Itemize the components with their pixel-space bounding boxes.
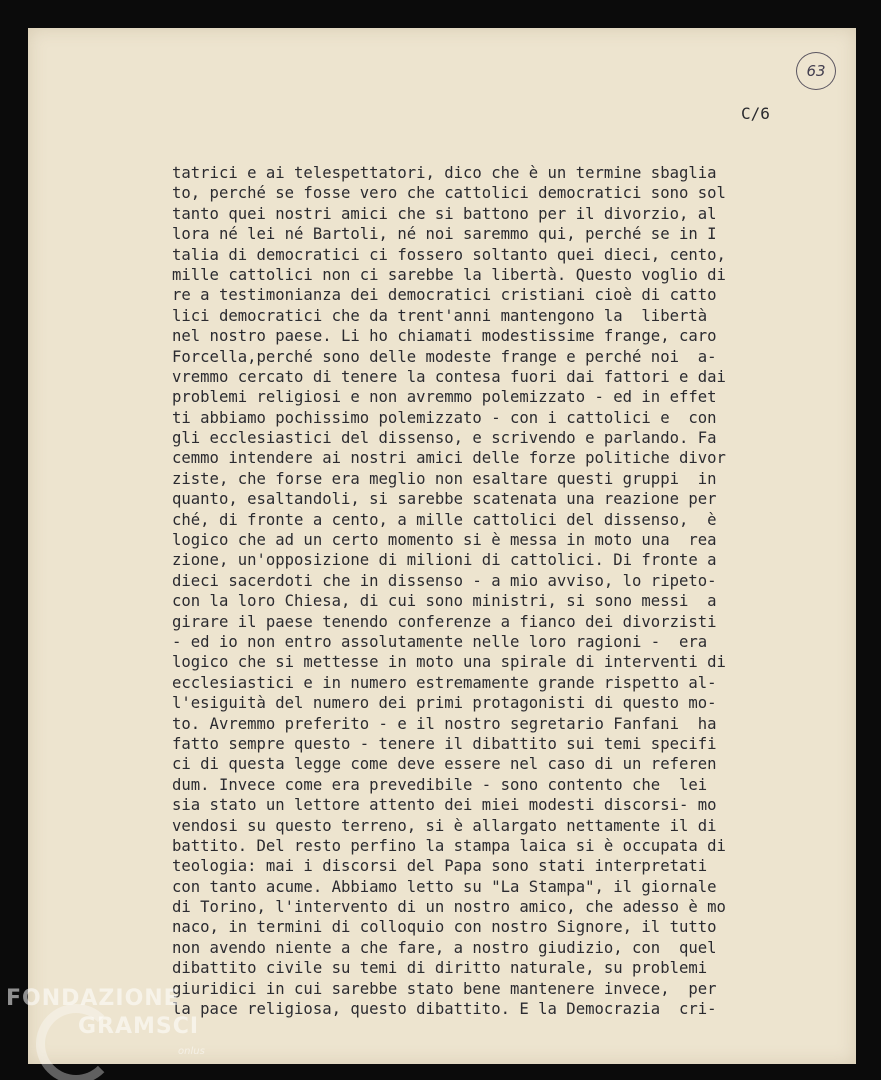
text-line: ci di questa legge come deve essere nel caso di un referen <box>172 755 717 774</box>
page-code: C/6 <box>741 104 770 123</box>
text-line: ti abbiamo pochissimo polemizzato - con i cattolici e con <box>172 408 717 427</box>
text-line: gli ecclesiastici del dissenso, e scrivendo e parlando. Fa <box>172 429 717 448</box>
text-line: problemi religiosi e non avremmo polemizzato - ed in effet <box>172 388 717 407</box>
text-line: nel nostro paese. Li ho chiamati modestissime frange, caro <box>172 327 717 346</box>
text-line: logico che si mettesse in moto una spirale di interventi di <box>172 653 726 672</box>
text-line: vendosi su questo terreno, si è allargato nettamente il di <box>172 816 717 835</box>
text-line: to. Avremmo preferito - e il nostro segretario Fanfani ha <box>172 714 717 733</box>
text-line: tanto quei nostri amici che si battono per il divorzio, al <box>172 204 717 223</box>
text-line: ziste, che forse era meglio non esaltare questi gruppi in <box>172 469 717 488</box>
text-line: vremmo cercato di tenere la contesa fuori dai fattori e dai <box>172 367 726 386</box>
text-line: ecclesiastici e in numero estremamente grande rispetto al- <box>172 673 717 692</box>
text-line: naco, in termini di colloquio con nostro Signore, il tutto <box>172 918 717 937</box>
text-line: dieci sacerdoti che in dissenso - a mio avviso, lo ripeto- <box>172 571 717 590</box>
text-line: re a testimonianza dei democratici cristiani cioè di catto <box>172 286 717 305</box>
text-line: talia di democratici ci fossero soltanto quei dieci, cento, <box>172 245 726 264</box>
text-line: con la loro Chiesa, di cui sono ministri, si sono messi a <box>172 592 717 611</box>
text-line: battito. Del resto perfino la stampa laica si è occupata di <box>172 836 726 855</box>
page-number-stamp: 63 <box>796 52 836 90</box>
text-line: ché, di fronte a cento, a mille cattolici del dissenso, è <box>172 510 717 529</box>
typed-body-text <box>172 163 782 1019</box>
text-line: tatrici e ai telespettatori, dico che è un termine sbaglia <box>172 164 717 182</box>
text-line: Forcella,perché sono delle modeste frange e perché noi a- <box>172 347 717 366</box>
text-line: dibattito civile su temi di diritto naturale, su problemi <box>172 959 708 978</box>
text-line: la pace religiosa, questo dibattito. E la Democrazia cri- <box>172 1000 717 1019</box>
text-line: - ed io non entro assolutamente nelle loro ragioni - era <box>172 632 708 651</box>
text-line: cemmo intendere ai nostri amici delle forze politiche divor <box>172 449 726 468</box>
text-line: dum. Invece come era prevedibile - sono contento che lei <box>172 775 708 794</box>
text-line: girare il paese tenendo conferenze a fianco dei divorzisti <box>172 612 717 631</box>
text-line: non avendo niente a che fare, a nostro giudizio, con quel <box>172 938 717 957</box>
text-line: lici democratici che da trent'anni mantengono la libertà <box>172 306 708 325</box>
text-line: l'esiguità del numero dei primi protagonisti di questo mo- <box>172 694 717 713</box>
watermark-line-3: onlus <box>178 1046 205 1057</box>
watermark-line-1: FONDAZIONE <box>6 986 180 1011</box>
text-line: quanto, esaltandoli, si sarebbe scatenata una reazione per <box>172 490 717 509</box>
watermark-line-2: GRAMSCI <box>78 1014 200 1039</box>
text-line: di Torino, l'intervento di un nostro amico, che adesso è mo <box>172 898 726 917</box>
text-line: logico che ad un certo momento si è messa in moto una rea <box>172 531 717 550</box>
text-line: lora né lei né Bartoli, né noi saremmo qui, perché se in I <box>172 225 717 244</box>
text-line: giuridici in cui sarebbe stato bene mantenere invece, per <box>172 979 717 998</box>
text-line: to, perché se fosse vero che cattolici democratici sono sol <box>172 184 726 203</box>
text-line: teologia: mai i discorsi del Papa sono stati interpretati <box>172 857 708 876</box>
text-line: con tanto acume. Abbiamo letto su "La Stampa", il giornale <box>172 877 717 896</box>
text-line: fatto sempre questo - tenere il dibattito sui temi specifi <box>172 734 717 753</box>
text-line: zione, un'opposizione di milioni di cattolici. Di fronte a <box>172 551 717 570</box>
text-line: sia stato un lettore attento dei miei modesti discorsi- mo <box>172 796 717 815</box>
text-line: mille cattolici non ci sarebbe la libertà. Questo voglio di <box>172 265 726 284</box>
